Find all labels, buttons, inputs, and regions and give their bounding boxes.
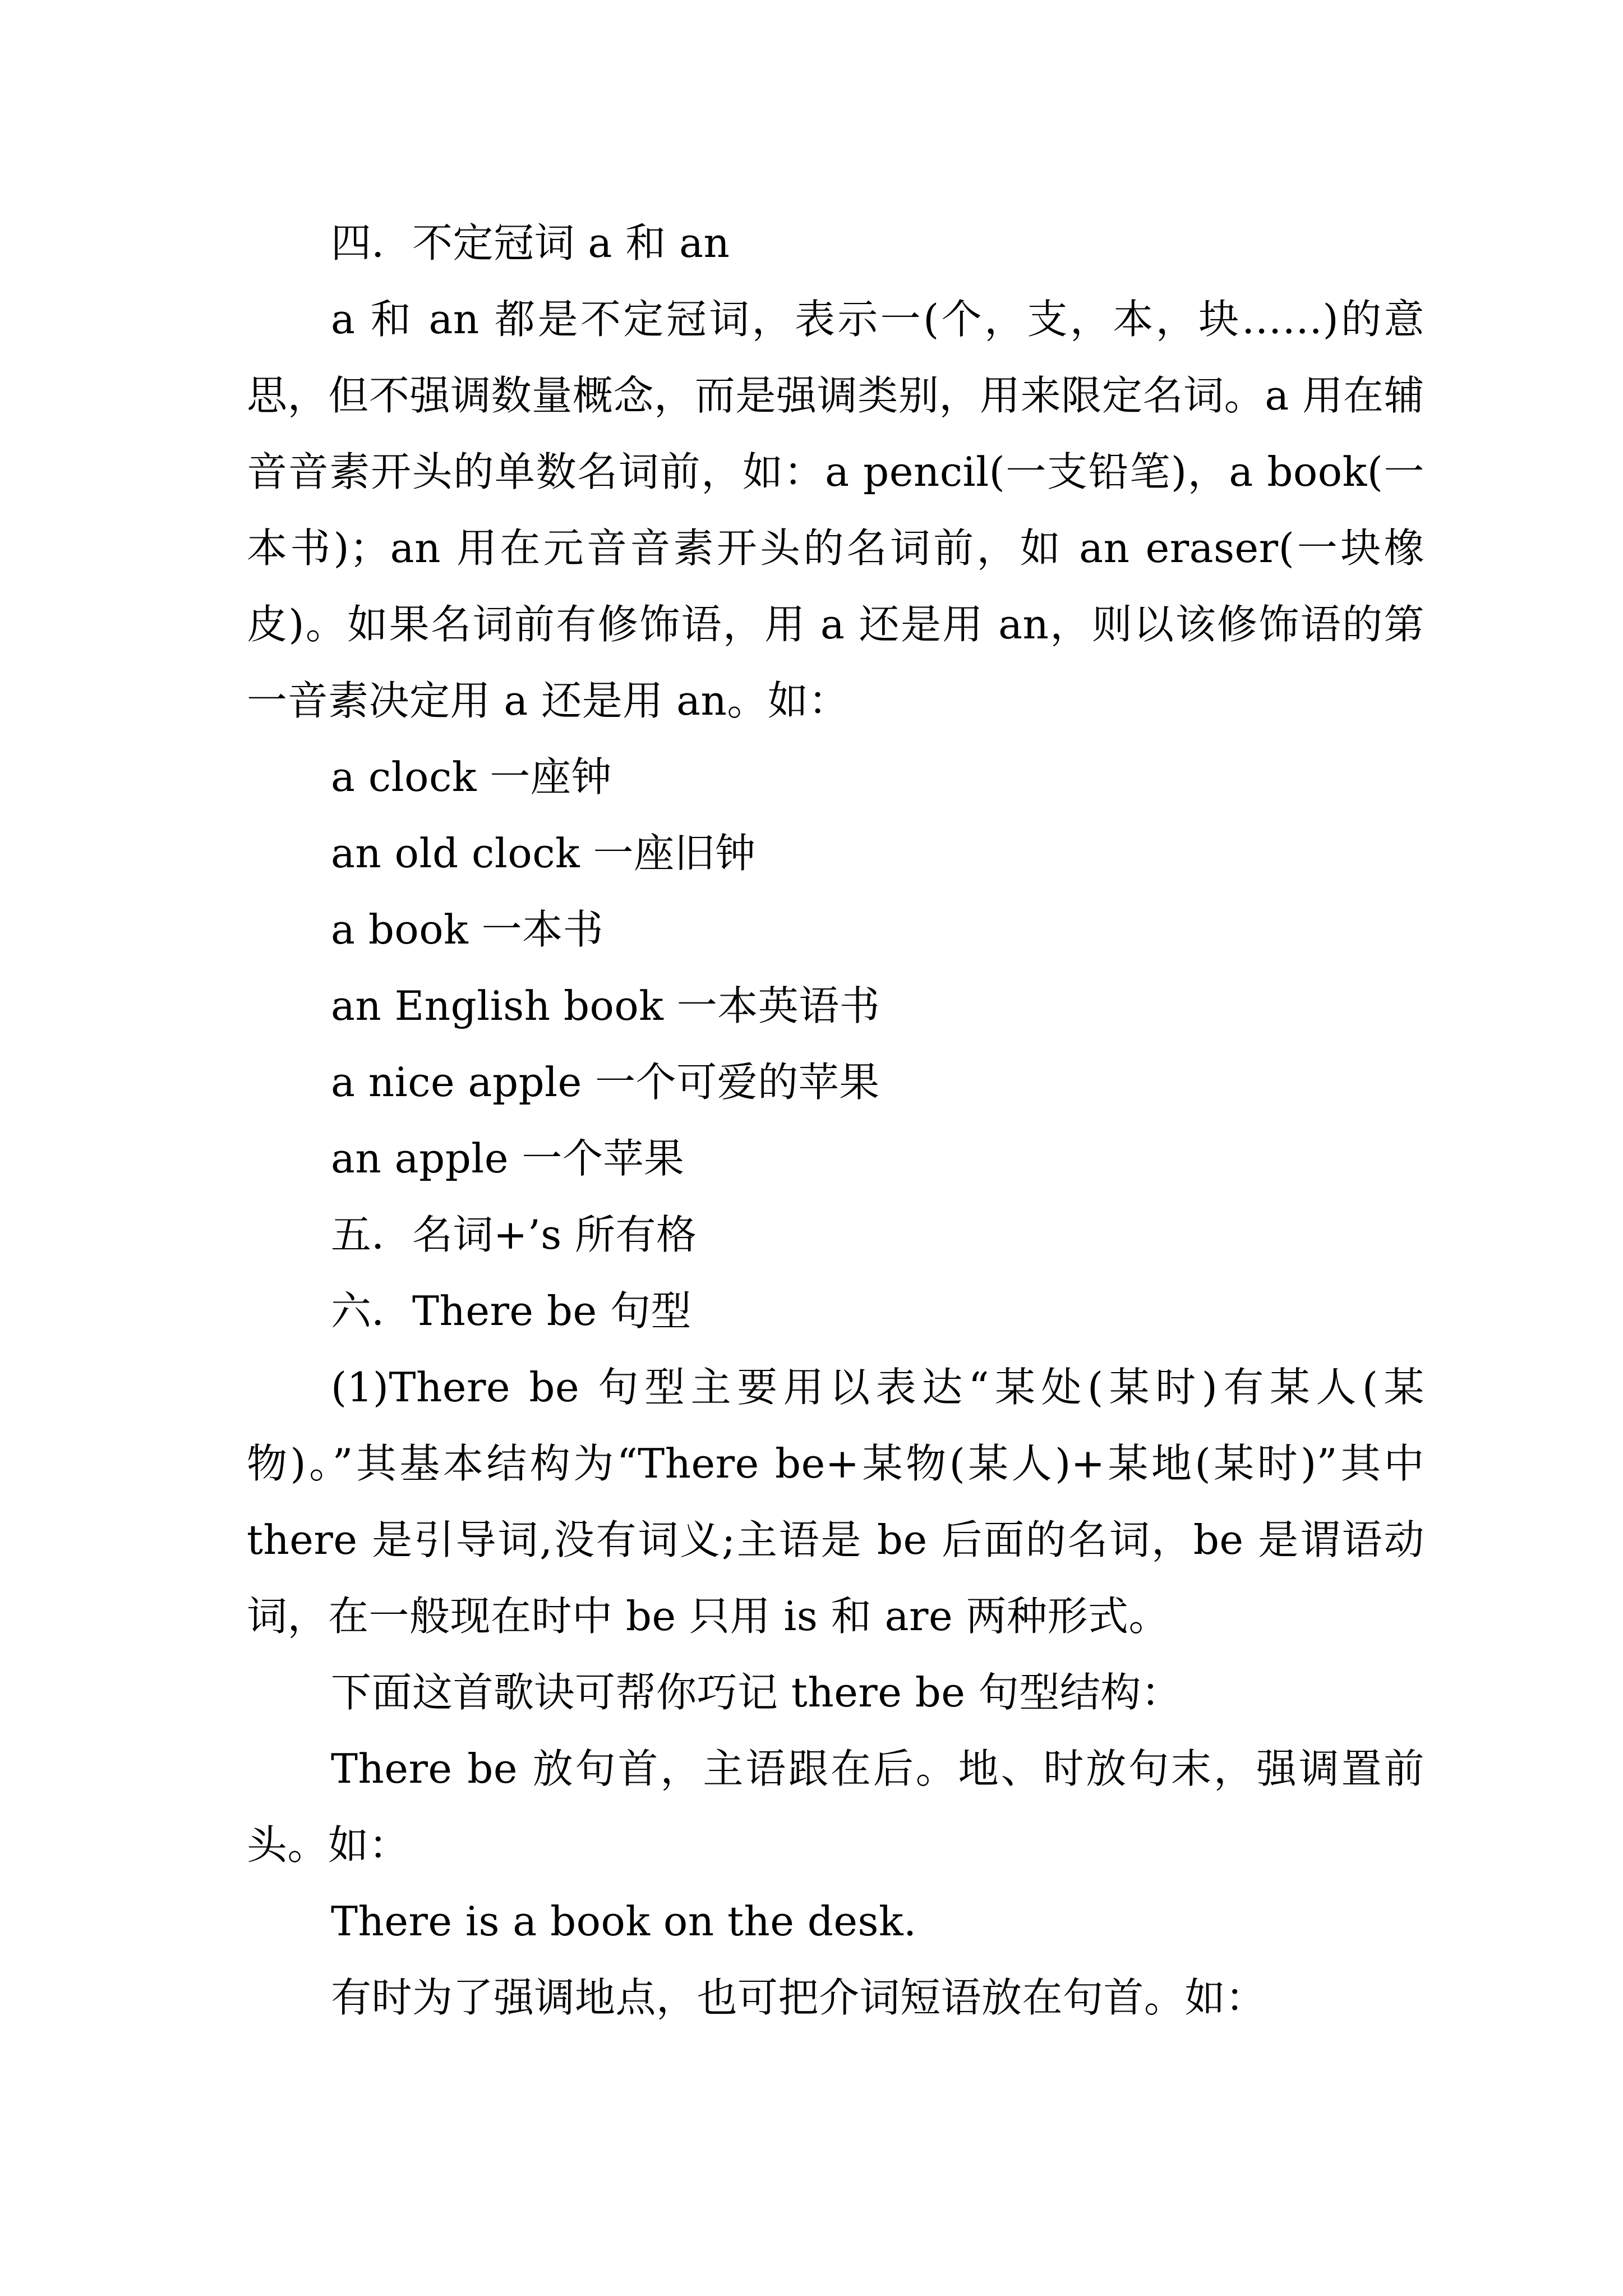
section-heading-there-be: 六．There be 句型 <box>331 1287 692 1335</box>
example-line: a nice apple 一个可爱的苹果 <box>331 1059 880 1106</box>
paragraph-emphasis-note: 有时为了强调地点，也可把介词短语放在句首。如： <box>331 1974 1266 2021</box>
document-body <box>247 205 1424 2036</box>
example-line: an apple 一个苹果 <box>331 1135 685 1182</box>
paragraph-indefinite-article: a 和 an 都是不定冠词，表示一(个，支，本，块……)的意思，但不强调数量概念，而是强调类别，用来限定名词。a 用在辅音音素开头的单数名词前，如：a pencil(一支铅笔)，a book(一本书)；an 用在元音音素开头的名词前，如 an eraser(一块橡皮)。如果名词前有修饰语，用 a 还是用 an，则以该修饰语的第一音素决定用 a 还是用 an。如： <box>247 296 1424 724</box>
example-sentence: There is a book on the desk. <box>331 1898 917 1945</box>
example-line: a clock 一座钟 <box>331 753 612 800</box>
example-line: a book 一本书 <box>331 906 604 953</box>
example-line: an English book 一本英语书 <box>331 982 880 1029</box>
paragraph-mnemonic-intro: 下面这首歌诀可帮你巧记 there be 句型结构： <box>331 1669 1182 1716</box>
section-heading-possessive: 五．名词+’s 所有格 <box>331 1211 697 1258</box>
paragraph-mnemonic: There be 放句首，主语跟在后。地、时放句末，强调置前头。如： <box>247 1745 1424 1869</box>
paragraph-there-be: (1)There be 句型主要用以表达“某处(某时)有某人(某物)。”其基本结构为“There be+某物(某人)+某地(某时)”其中 there 是引导词,没有词义;主语是 be 后面的名词，be 是谓语动词，在一般现在时中 be 只用 is 和 are 两种形式。 <box>247 1364 1424 1640</box>
section-heading-indefinite-article: 四．不定冠词 a 和 an <box>331 219 730 266</box>
example-line: an old clock 一座旧钟 <box>331 830 756 877</box>
